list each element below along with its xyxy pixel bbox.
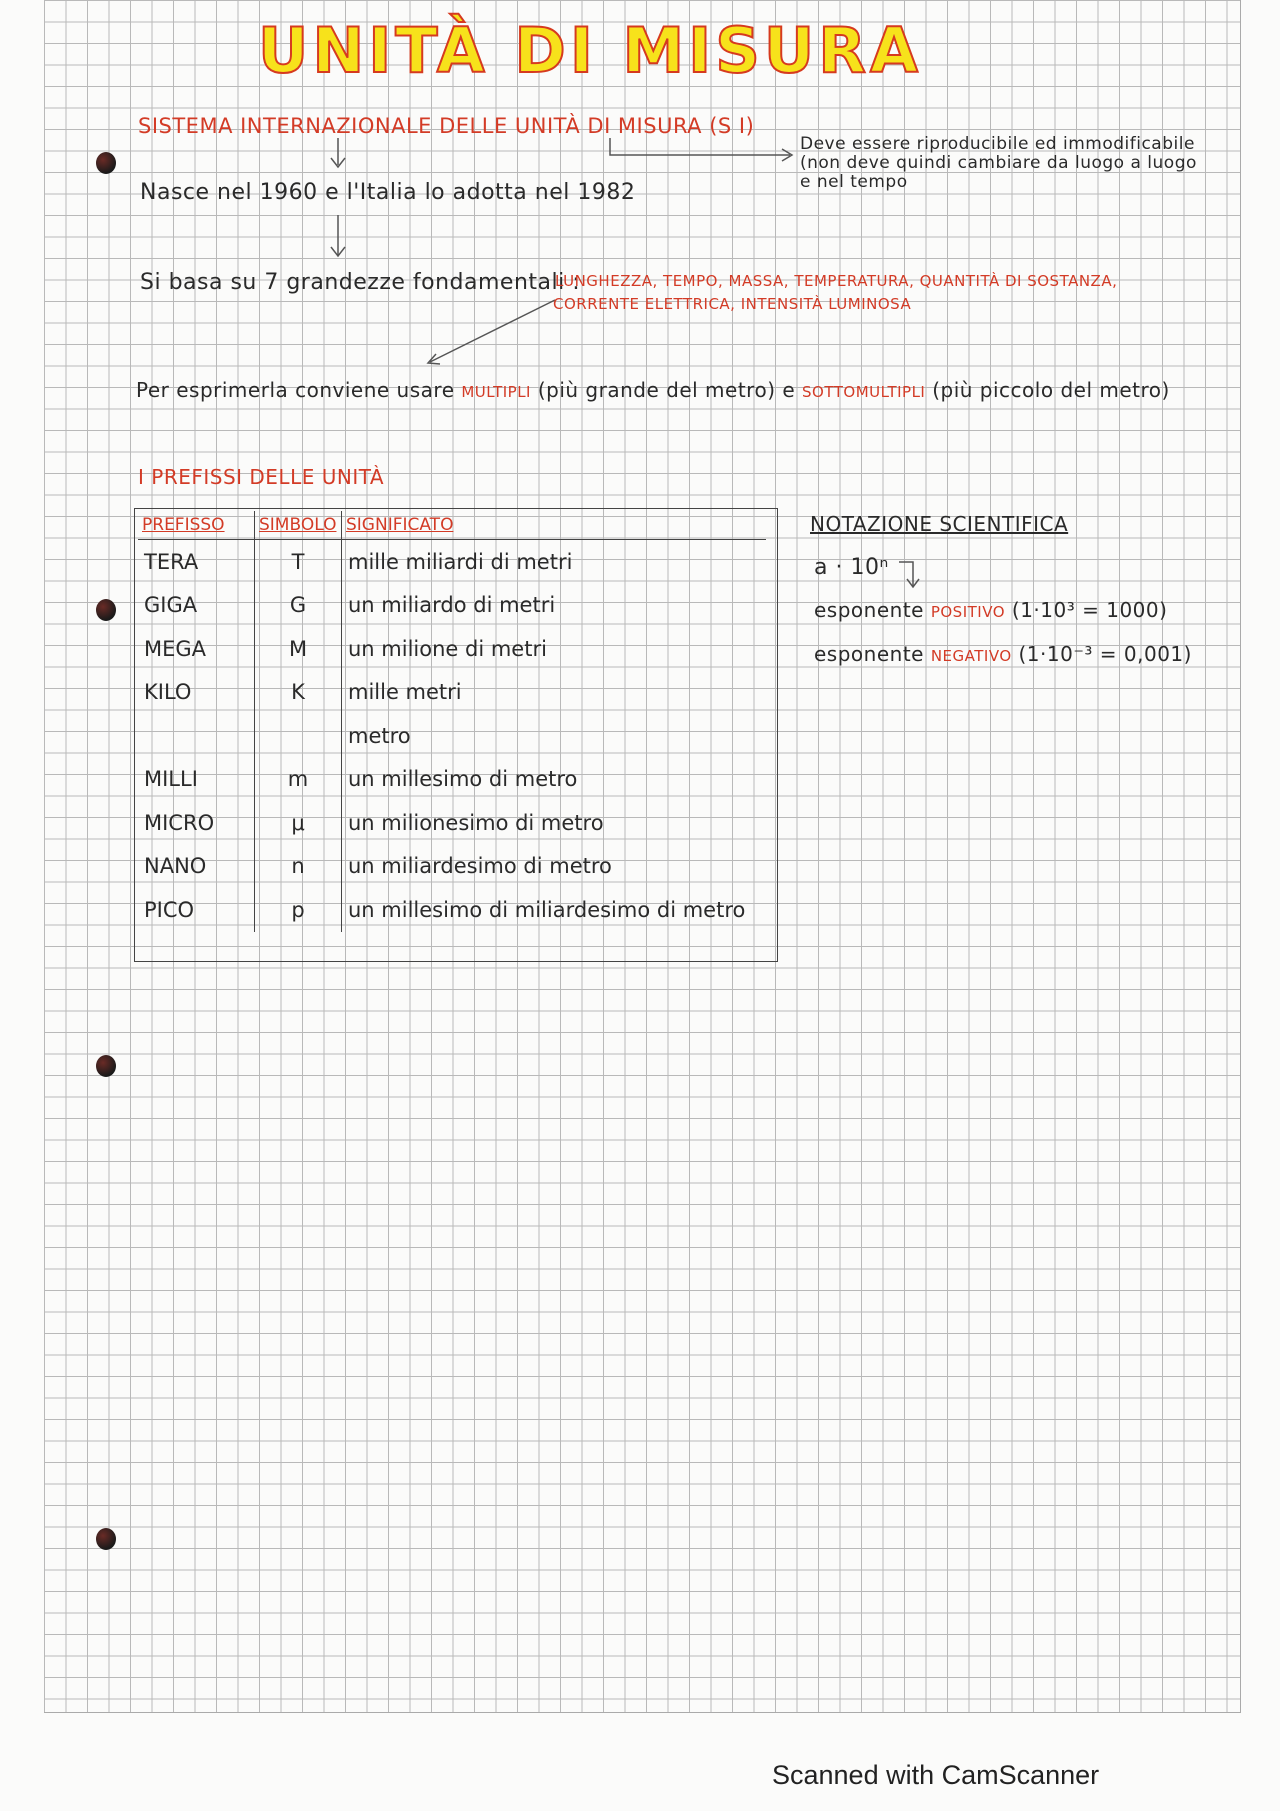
binder-hole-3 — [96, 1055, 116, 1077]
meaning-cell: un miliardo di metri — [348, 593, 556, 618]
based-on-text: Si basa su 7 grandezze fondamentali : — [140, 270, 581, 295]
symbol-cell: n — [255, 845, 342, 889]
positive-word: POSITIVO — [930, 603, 1006, 621]
prefix-table — [138, 511, 766, 932]
prefix-heading: I PREFISSI DELLE UNITÀ — [138, 465, 385, 489]
meaning-cell: un millesimo di metro — [348, 767, 578, 792]
notation-negative — [814, 642, 1192, 666]
symbol-cell: G — [255, 584, 342, 628]
express-part2: (più grande del metro) e — [537, 378, 796, 402]
prefix-cell: KILO — [144, 680, 192, 705]
table-row — [138, 540, 766, 584]
notation-positive — [814, 598, 1167, 622]
prefix-cell: GIGA — [144, 593, 198, 618]
meaning-cell: metro — [348, 723, 411, 748]
table-row — [138, 671, 766, 715]
symbol-cell — [255, 714, 342, 758]
negative-example: (1·10⁻³ = 0,001) — [1018, 642, 1192, 666]
meaning-cell: un miliardesimo di metro — [348, 854, 612, 879]
table-row — [138, 758, 766, 802]
table-row — [138, 584, 766, 628]
notation-heading: NOTAZIONE SCIENTIFICA — [810, 512, 1069, 536]
prefix-cell: TERA — [144, 549, 199, 574]
negative-word: NEGATIVO — [930, 647, 1012, 665]
meaning-cell: mille metri — [348, 680, 462, 705]
table-row — [138, 845, 766, 889]
symbol-cell: K — [255, 671, 342, 715]
page-title: UNITÀ DI MISURA — [258, 14, 922, 87]
prefix-cell: PICO — [144, 897, 195, 922]
arrowhead-diag — [428, 354, 440, 364]
symbol-cell: M — [255, 627, 342, 671]
header-significato: SIGNIFICATO — [342, 511, 767, 540]
meaning-cell: un millesimo di miliardesimo di metro — [348, 897, 746, 922]
multipli-label: MULTIPLI — [461, 383, 531, 401]
prefix-cell: NANO — [144, 854, 207, 879]
table-row — [138, 801, 766, 845]
express-part1: Per esprimerla conviene usare — [136, 378, 455, 402]
prefix-cell: MICRO — [144, 810, 215, 835]
prefix-cell: MILLI — [144, 767, 198, 792]
notation-arrow — [895, 556, 925, 590]
express-line — [136, 378, 1170, 402]
table-row — [138, 627, 766, 671]
symbol-cell: m — [255, 758, 342, 802]
symbol-cell: p — [255, 888, 342, 932]
positive-example: (1·10³ = 1000) — [1011, 598, 1168, 622]
table-row — [138, 714, 766, 758]
table-header-row — [138, 511, 766, 540]
arrow-right — [610, 138, 790, 155]
meaning-cell: un milione di metri — [348, 636, 547, 661]
born-line: Nasce nel 1960 e l'Italia lo adotta nel 1982 — [140, 180, 636, 205]
fundamental-quantities-2: CORRENTE ELETTRICA, INTENSITÀ LUMINOSA — [553, 295, 912, 313]
meaning-cell: mille miliardi di metri — [348, 549, 573, 574]
header-prefisso: PREFISSO — [138, 511, 255, 540]
si-heading: SISTEMA INTERNAZIONALE DELLE UNITÀ DI MISURA (S I) — [138, 114, 755, 138]
symbol-cell: μ — [255, 801, 342, 845]
sottomultipli-label: SOTTOMULTIPLI — [802, 383, 926, 401]
table-row — [138, 888, 766, 932]
scanner-watermark: Scanned with CamScanner — [772, 1760, 1100, 1790]
negative-label: esponente — [814, 642, 924, 666]
meaning-cell: un milionesimo di metro — [348, 810, 604, 835]
binder-hole-2 — [96, 599, 116, 621]
header-simbolo: SIMBOLO — [255, 511, 342, 540]
prefix-cell — [138, 714, 255, 758]
si-note: Deve essere riproducibile ed immodificabile (non deve quindi cambiare da luogo a luogo e nel tempo — [800, 134, 1197, 192]
arrow-diag — [430, 300, 555, 362]
positive-label: esponente — [814, 598, 924, 622]
fundamental-quantities-1: LUNGHEZZA, TEMPO, MASSA, TEMPERATURA, QUANTITÀ DI SOSTANZA, — [555, 272, 1118, 290]
notation-formula: a · 10ⁿ — [814, 555, 889, 580]
symbol-cell: T — [255, 540, 342, 584]
binder-hole-4 — [96, 1528, 116, 1550]
prefix-cell: MEGA — [144, 636, 207, 661]
express-part3: (più piccolo del metro) — [932, 378, 1170, 402]
